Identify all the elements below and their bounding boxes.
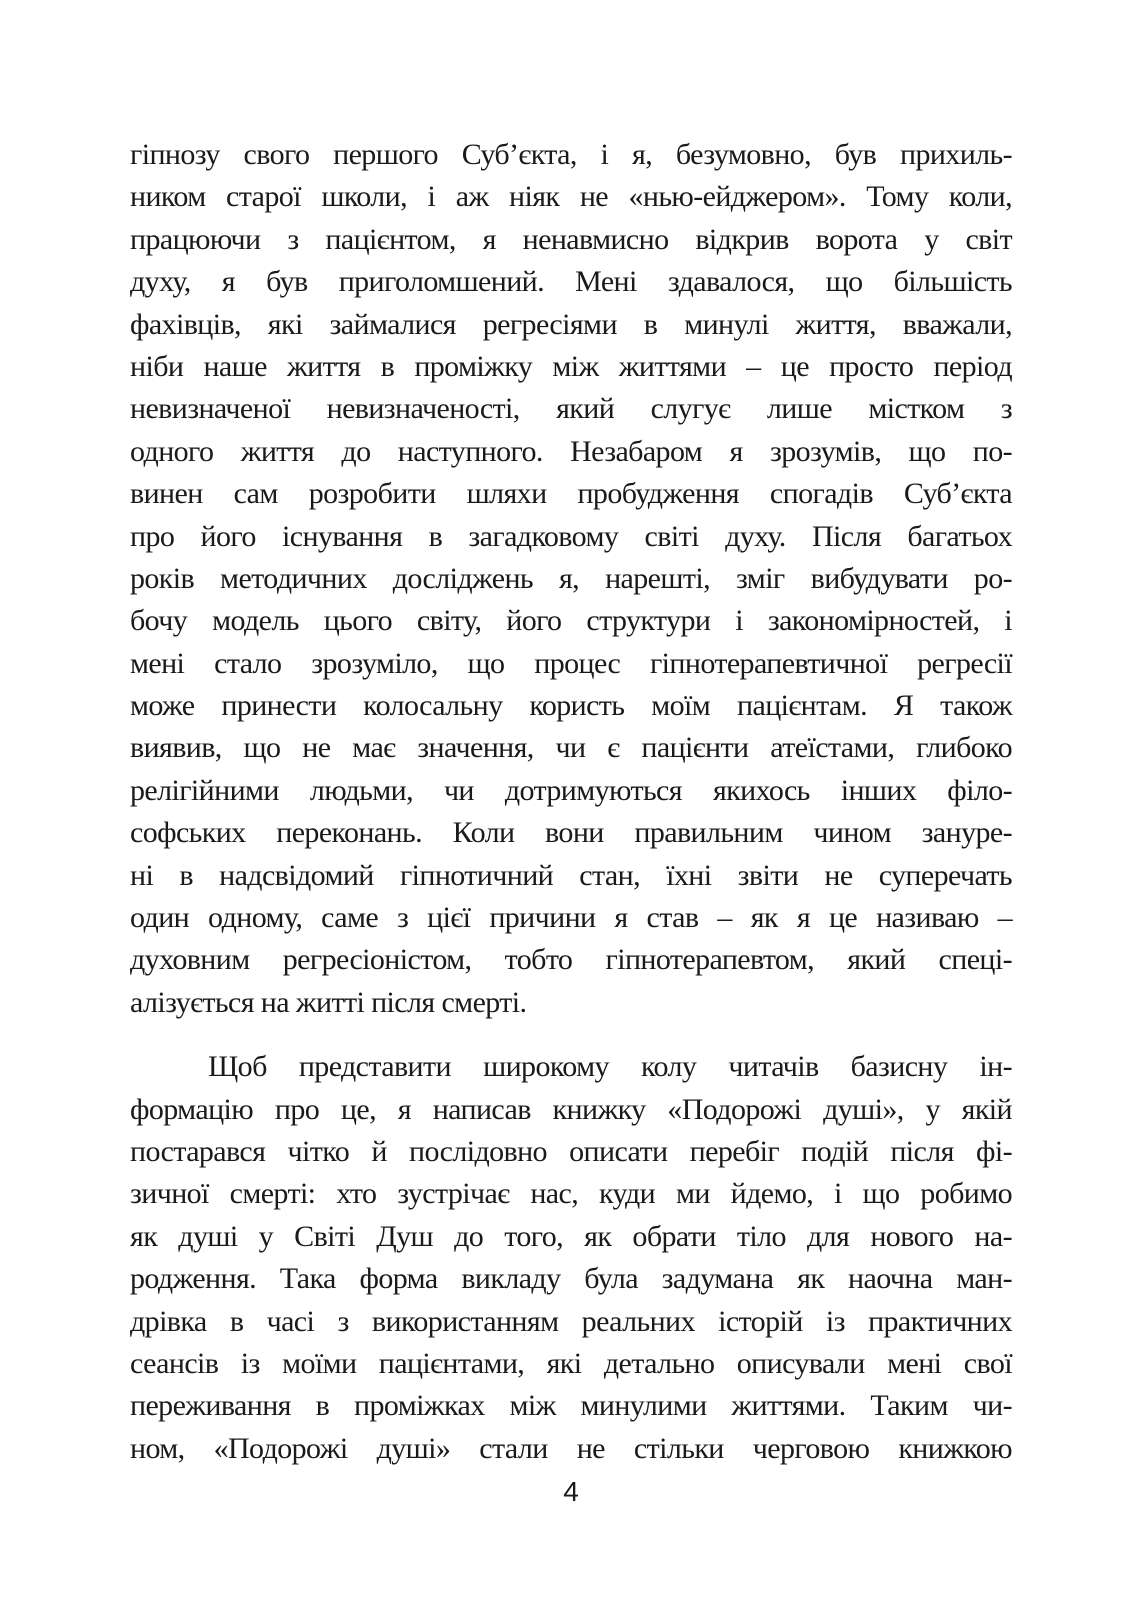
text-line: фахівців, які займалися регресіями в минулі життя, вважали, <box>130 307 1012 341</box>
text-line: мені стало зрозуміло, що процес гіпнотерапевтичної регресії <box>130 646 1012 680</box>
text-line: дрівка в часі з використанням реальних історій із практичних <box>130 1304 1012 1338</box>
text-line: бочу модель цього світу, його структури і закономірностей, і <box>130 604 1012 638</box>
text-line: ні в надсвідомий гіпнотичний стан, їхні звіти не суперечать <box>130 858 1012 892</box>
text-line: ном, «Подорожі душі» стали не стільки черговою книжкою <box>130 1431 1012 1465</box>
text-line: формацію про це, я написав книжку «Подорожі душі», у якій <box>130 1092 1012 1126</box>
text-line: релігійними людьми, чи дотримуються якихось інших філо- <box>130 773 1012 807</box>
text-line: духовним регресіоністом, тобто гіпнотерапевтом, який спеці- <box>130 943 1012 977</box>
page-number: 4 <box>563 1476 579 1507</box>
text-line: винен сам розробити шляхи пробудження спогадів Суб’єкта <box>130 477 1012 511</box>
text-line: зичної смерті: хто зустрічає нас, куди ми йдемо, і що робимо <box>130 1177 1012 1211</box>
text-line: постарався чітко й послідовно описати перебіг подій після фі- <box>130 1134 1012 1168</box>
paragraph-gap <box>130 1024 1012 1046</box>
text-line: один одному, саме з цієї причини я став – як я це називаю – <box>130 901 1012 935</box>
text-line: сеансів із моїми пацієнтами, які детально описували мені свої <box>130 1346 1012 1380</box>
text-line: одного життя до наступного. Незабаром я зрозумів, що по- <box>130 434 1012 468</box>
text-line: ніби наше життя в проміжку між життями – це просто період <box>130 349 1012 383</box>
text-line: працюючи з пацієнтом, я ненавмисно відкрив ворота у світ <box>130 222 1012 256</box>
paragraph-1 <box>130 134 1012 1024</box>
text-line: невизначеної невизначеності, який слугує лише містком з <box>130 392 1012 426</box>
text-line: алізується на житті після смерті. <box>130 985 527 1019</box>
paragraph-2 <box>130 1046 1012 1470</box>
body-text <box>130 134 1012 1470</box>
text-line: як душі у Світі Душ до того, як обрати тіло для нового на- <box>130 1219 1012 1253</box>
text-line: ником старої школи, і аж ніяк не «нью-ейджером». Тому коли, <box>130 180 1012 214</box>
text-line: Щоб представити широкому колу читачів базисну ін- <box>208 1050 1012 1084</box>
text-line: софських переконань. Коли вони правильним чином зануре- <box>130 816 1012 850</box>
text-line: виявив, що не має значення, чи є пацієнти атеїстами, глибоко <box>130 731 1012 765</box>
text-line: переживання в проміжках між минулими життями. Таким чи- <box>130 1389 1012 1423</box>
text-line: про його існування в загадковому світі духу. Після багатьох <box>130 519 1012 553</box>
text-line: родження. Така форма викладу була задумана як наочна ман- <box>130 1262 1012 1296</box>
text-line: духу, я був приголомшений. Мені здавалося, що більшість <box>130 265 1012 299</box>
text-line: може принести колосальну користь моїм пацієнтам. Я також <box>130 689 1012 723</box>
text-line: гіпнозу свого першого Суб’єкта, і я, безумовно, був прихиль- <box>130 138 1012 171</box>
text-line: років методичних досліджень я, нарешті, зміг вибудувати ро- <box>130 561 1012 595</box>
